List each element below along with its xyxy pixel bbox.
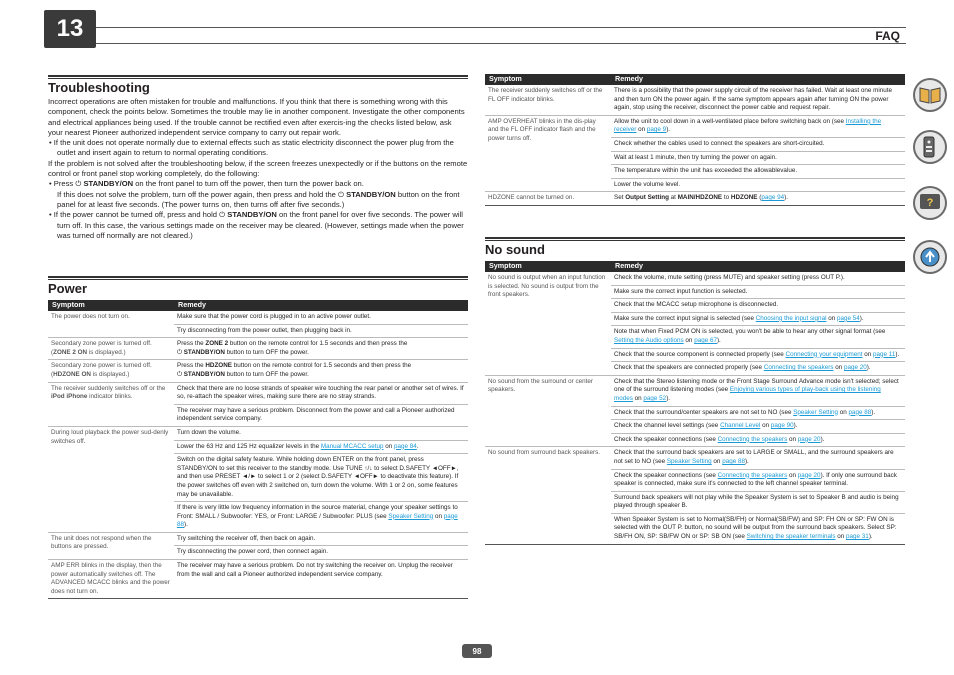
link-page[interactable]: page 54 bbox=[836, 314, 860, 322]
table-row: Check that the surround/center speakers are not set to NO (see Speaker Setting on page 88). bbox=[485, 406, 905, 420]
link-listening-modes[interactable]: Enjoying various types of play-back using the listening modes bbox=[614, 386, 881, 402]
table-row: HDZONE cannot be turned on. Set Output Setting at MAIN/HDZONE to HDZONE (page 94). bbox=[485, 192, 905, 206]
table-row: Check that the source component is connected properly (see Connecting your equipment on page 11). bbox=[485, 348, 905, 362]
table-row: Secondary zone power is turned off. (HDZONE ON is displayed.) Press the HDZONE button on the remote control for 1.5 seconds and then press the ⏻ STANDBY/ON button to turn OFF the power. bbox=[48, 360, 468, 382]
contents-icon[interactable] bbox=[913, 240, 947, 274]
book-icon[interactable] bbox=[913, 78, 947, 112]
table-row: Make sure the correct input signal is selected (see Choosing the input signal on page 54). bbox=[485, 312, 905, 326]
table-row: Lower the 63 Hz and 125 Hz equalizer levels in the Manual MCACC setup on page 84. bbox=[48, 440, 468, 454]
col-symptom: Symptom bbox=[485, 261, 611, 272]
power-table-continued bbox=[485, 74, 905, 206]
table-row: When Speaker System is set to Normal(SB/FH) or Normal(SB/FW) and SP: FH ON or SP: FW ON is selected with the OUT P. button, no sound will be output from the surround back speakers. Select SP: SB/FH ON, SP: SB/FW ON or SP: SB ON (see Switching the speaker terminals on page 31). bbox=[485, 513, 905, 544]
paragraph-2: If the problem is not solved after the troubleshooting below, if the screen freezes unexpectedly or if the buttons on the remote control or front panel stop working completely, do the following: bbox=[48, 158, 468, 179]
link-page[interactable]: page 9 bbox=[646, 126, 667, 134]
section-rule bbox=[48, 75, 468, 79]
table-row: Try disconnecting from the power outlet, then plugging back in. bbox=[48, 324, 468, 338]
chapter-number: 13 bbox=[44, 10, 96, 48]
table-row: The unit does not respond when the buttons are pressed. Try switching the receiver off, then back on again. bbox=[48, 532, 468, 546]
col-remedy: Remedy bbox=[174, 300, 468, 311]
link-page[interactable]: page 67 bbox=[694, 336, 717, 344]
table-row: No sound from surround back speakers. Check that the surround back speakers are set to LARGE or SMALL, and the surround speakers are not set to NO (see Speaker Setting on page 88). bbox=[485, 447, 905, 469]
link-page[interactable]: page 52 bbox=[643, 394, 667, 402]
bullet-press: • Press ⏻ STANDBY/ON on the front panel to turn off the power, then turn the power back on. bbox=[49, 179, 364, 189]
link-manual-mcacc[interactable]: Manual MCACC setup bbox=[320, 442, 384, 450]
nosound-heading: No sound bbox=[485, 242, 545, 257]
bullet-press-sub: If this does not solve the problem, turn off the power again, then press and hold the ⏻ STANDBY/ON button on the front panel for at least five seconds. (The power turns on, then turns off after five seconds.) bbox=[57, 189, 460, 209]
link-page[interactable]: page 88 bbox=[177, 512, 458, 529]
link-page[interactable]: page 84 bbox=[394, 442, 417, 450]
table-row: Surround back speakers will not play while the Speaker System is set to Speaker B and audio is being played through speaker B. bbox=[485, 491, 905, 513]
link-speaker-setting[interactable]: Speaker Setting bbox=[793, 408, 839, 416]
table-row: The power does not turn on. Make sure that the power cord is plugged in to an active power outlet. bbox=[48, 311, 468, 324]
faq-label: FAQ bbox=[875, 28, 900, 43]
link-channel-level[interactable]: Channel Level bbox=[720, 422, 761, 430]
link-page[interactable]: page 90 bbox=[770, 422, 794, 430]
link-page[interactable]: page 20 bbox=[844, 364, 867, 372]
table-row: No sound is output when an input function is selected. No sound is output from the front speakers. Check the volume, mute setting (press MUTE) and speaker setting (press OUT P.). bbox=[485, 272, 905, 285]
table-row: Check the speaker connections (see Connecting the speakers on page 20). If only one surround back speaker is connected, make sure it's connected to the left channel speaker terminal. bbox=[485, 469, 905, 491]
remote-icon[interactable] bbox=[913, 130, 947, 164]
power-rule bbox=[48, 276, 468, 280]
table-row: AMP ERR blinks in the display, then the power automatically switches off. The ADVANCED MCACC blinks and the power does not turn on. The receiver may have a serious problem. Do not try switching the receiver on. Unplug the receiver from the wall and call a Pioneer authorized independent service company. bbox=[48, 560, 468, 599]
faq-icon[interactable] bbox=[913, 186, 947, 220]
table-row: AMP OVERHEAT blinks in the dis-play and the FL OFF indicator flash and the power turns off. Allow the unit to cool down in a well-ventilated place before switching back on (see Installing the receiver on page 9). bbox=[485, 115, 905, 137]
troubleshooting-heading: Troubleshooting bbox=[48, 80, 150, 95]
intro-paragraph: Incorrect operations are often mistaken for trouble and malfunctions. If you think that there is something wrong with this component, check the points below. Sometimes the trouble may lie in another component. Investigate the other components and electrical appliances being used. If the trouble cannot be rectified even after exercis-ing the checks listed below, ask your nearest Pioneer authorized independent service company to carry out repair work. bbox=[48, 97, 465, 137]
table-row: Check that the speakers are connected properly (see Connecting the speakers on page 20). bbox=[485, 362, 905, 376]
svg-text:?: ? bbox=[926, 197, 934, 209]
table-row: Check the channel level settings (see Channel Level on page 90). bbox=[485, 420, 905, 434]
link-page[interactable]: page 88 bbox=[848, 408, 872, 416]
power-table bbox=[48, 300, 468, 599]
table-row: If there is very little low frequency information in the source material, change your speaker settings to Front: SMALL / Subwoofer: YES, or Front: LARGE / Subwoofer: PLUS (see Speaker Setting on page 88). bbox=[48, 502, 468, 533]
link-page[interactable]: page 94 bbox=[761, 194, 785, 202]
link-page[interactable]: page 20 bbox=[797, 435, 821, 443]
link-page[interactable]: page 11 bbox=[873, 350, 896, 358]
nosound-rule bbox=[485, 237, 905, 241]
link-input-signal[interactable]: Choosing the input signal bbox=[755, 314, 827, 322]
table-row: Try disconnecting the power cord, then connect again. bbox=[48, 546, 468, 560]
table-row: Lower the volume level. bbox=[485, 178, 905, 192]
bullet-power: • If the power cannot be turned off, press and hold ⏻ STANDBY/ON on the front panel for over five seconds. The power will turn off. In this case, the various settings made on the receiver may be cleared. (However, settings made when the power was turned off normally are not cleared.) bbox=[49, 210, 464, 240]
link-connecting-equipment[interactable]: Connecting your equipment bbox=[785, 350, 863, 358]
table-row: The receiver suddenly switches off or the iPod iPhone indicator blinks. Check that there are no loose strands of speaker wire touching the rear panel or another set of wires. If so, re-attach the speaker wires, making sure there are no stray strands. bbox=[48, 382, 468, 404]
link-installing[interactable]: Installing the receiver bbox=[614, 117, 882, 134]
table-row: The receiver may have a serious problem. Disconnect from the power and call a Pioneer authorized independent service company. bbox=[48, 404, 468, 426]
link-connecting-speakers[interactable]: Connecting the speakers bbox=[717, 435, 788, 443]
link-speaker-terminals[interactable]: Switching the speaker terminals bbox=[746, 533, 836, 541]
link-audio-options[interactable]: Setting the Audio options bbox=[614, 336, 684, 344]
header-bar bbox=[96, 27, 906, 44]
col-symptom: Symptom bbox=[485, 74, 611, 85]
link-page[interactable]: page 31 bbox=[846, 533, 869, 541]
table-row: The temperature within the unit has exceeded the allowablevalue. bbox=[485, 165, 905, 179]
col-remedy: Remedy bbox=[611, 261, 905, 272]
table-row: Make sure the correct input function is selected. bbox=[485, 285, 905, 299]
table-row: The receiver suddenly switches off or the FL OFF indicator blinks. There is a possibility that the power supply circuit of the receiver has failed. Wait at least one minute and then turn ON the power again. If the same symptom appears again after turning ON the power again, stop using the receiver, disconnect the power cable and request repair. bbox=[485, 85, 905, 115]
link-connecting-speakers[interactable]: Connecting the speakers bbox=[763, 364, 834, 372]
link-page[interactable]: page 88 bbox=[722, 457, 745, 465]
bullet-text: If the unit does not operate normally due to external effects such as static electricity disconnect the power plug from the outlet and insert again to return to normal operating conditions. bbox=[53, 138, 454, 158]
table-row: Note that when Fixed PCM ON is selected, you won't be able to hear any other signal format (see Setting the Audio options on page 67). bbox=[485, 326, 905, 348]
table-row: Secondary zone power is turned off. (ZONE 2 ON is displayed.) Press the ZONE 2 button on the remote control for 1.5 seconds and then press the ⏻ STANDBY/ON button to turn OFF the power. bbox=[48, 338, 468, 360]
table-row: Check whether the cables used to connect the speakers are short-circuited. bbox=[485, 137, 905, 151]
bullet-static: • If the unit does not operate normally due to external effects such as static electricity disconnect the power plug from the outlet and insert again to return to normal operating conditions. bbox=[49, 138, 454, 158]
troubleshooting-text bbox=[48, 97, 468, 241]
page-number: 98 bbox=[462, 644, 492, 658]
link-speaker-setting[interactable]: Speaker Setting bbox=[666, 457, 712, 465]
nosound-table bbox=[485, 261, 905, 545]
col-symptom: Symptom bbox=[48, 300, 174, 311]
power-heading: Power bbox=[48, 281, 88, 296]
link-page[interactable]: page 20 bbox=[797, 471, 821, 479]
table-row: During loud playback the power sud-denly switches off. Turn down the volume. bbox=[48, 426, 468, 440]
table-row: No sound from the surround or center speakers. Check that the Stereo listening mode or the Front Stage Surround Advance mode isn't selected; select one of the surround listening modes (see Enjoying various types of play-back using the listening modes on page 52). bbox=[485, 375, 905, 406]
table-row: Check that the MCACC setup microphone is disconnected. bbox=[485, 299, 905, 313]
table-row: Switch on the digital safety feature. While holding down ENTER on the front panel, press STANDBY/ON to set this receiver to the standby mode. Use TUNE ↑/↓ to select D.SAFETY ◄OFF►, and then use PRESET ◄/► to select 1 or 2 (select D.SAFETY ◄OFF► to deactivate this feature). If the power switches off even with 2 switched on, turn down the volume. With 1 or 2 on, some features may be unavailable. bbox=[48, 454, 468, 502]
link-connecting-speakers[interactable]: Connecting the speakers bbox=[717, 471, 788, 479]
table-row: Check the speaker connections (see Connecting the speakers on page 20). bbox=[485, 433, 905, 447]
col-remedy: Remedy bbox=[611, 74, 905, 85]
table-row: Wait at least 1 minute, then try turning the power on again. bbox=[485, 151, 905, 165]
link-speaker-setting[interactable]: Speaker Setting bbox=[388, 512, 434, 520]
